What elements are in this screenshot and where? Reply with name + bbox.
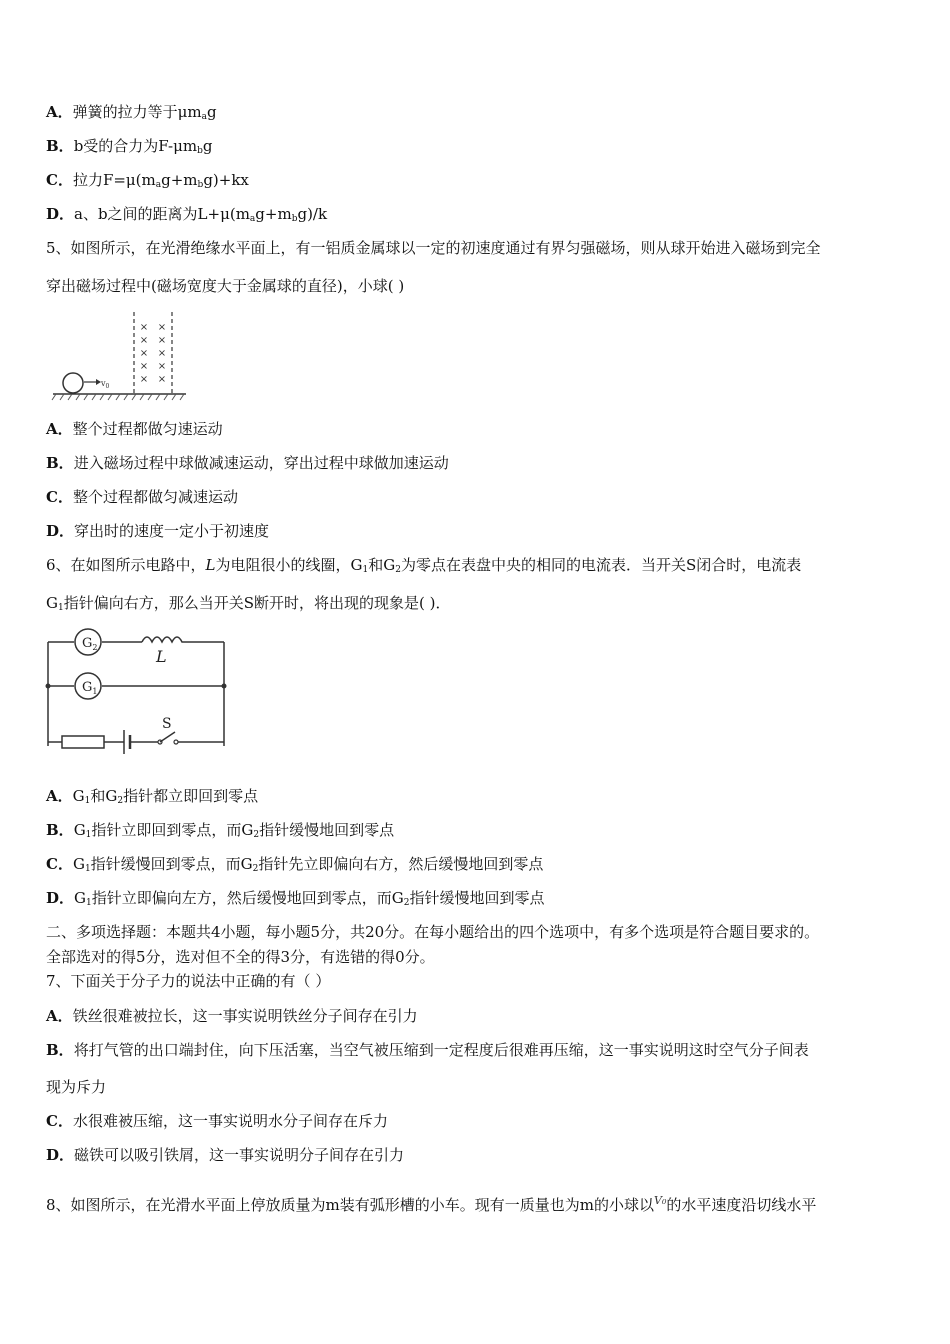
resistor — [62, 736, 104, 748]
svg-text:×: × — [139, 374, 149, 385]
q6-option-a: A．$G_1$和$G_2$指针都立即回到零点 — [46, 787, 259, 806]
field-crosses — [140, 322, 166, 385]
svg-text:×: × — [157, 348, 167, 359]
q5-stem-line2: 穿出磁场过程中(磁场宽度大于金属球的直径)，小球( ) — [46, 277, 405, 295]
junction-left — [46, 684, 51, 689]
q6-option-b: B．$G_1$指针立即回到零点，而$G_2$指针缓慢地回到零点 — [46, 821, 395, 840]
q4-option-d: D．a、b之间的距离为$L+\mu(m_ag+m_bg)/k$ — [46, 205, 328, 224]
q7-stem: 7、下面关于分子力的说法中正确的有（ ） — [46, 972, 331, 990]
svg-text:×: × — [157, 374, 167, 385]
section2-heading-line2: 全部选对的得5分，选对但不全的得3分，有选错的得0分。 — [46, 948, 435, 966]
q5-option-d: D．穿出时的速度一定小于初速度 — [46, 522, 270, 540]
q4-option-c: C．拉力$F=\mu(m_ag+m_bg)+kx$ — [46, 171, 249, 190]
metal-ball — [63, 373, 83, 393]
svg-text:×: × — [139, 322, 149, 333]
inductor-label: L — [156, 647, 167, 666]
q5-option-a: A．整个过程都做匀速运动 — [46, 420, 223, 438]
q6-option-c: C．$G_1$指针缓慢回到零点，而$G_2$指针先立即偏向右方，然后缓慢地回到零点 — [46, 855, 544, 874]
svg-text:×: × — [157, 322, 167, 333]
q7-option-b-continued: 现为斥力 — [46, 1078, 107, 1096]
junction-right — [222, 684, 227, 689]
velocity-label: $v_0$ — [101, 379, 110, 390]
q7-option-a: A．铁丝很难被拉长，这一事实说明铁丝分子间存在引力 — [46, 1007, 418, 1025]
q5-stem-line1: 5、如图所示，在光滑绝缘水平面上，有一铝质金属球以一定的初速度通过有界匀强磁场，则从球开始进入磁场到完全 — [46, 239, 821, 257]
g2-label: $G_2$ — [82, 636, 98, 652]
v0-symbol: V₀ — [654, 1194, 667, 1207]
q5-option-c: C．整个过程都做匀减速运动 — [46, 488, 238, 506]
section2-heading-line1: 二、多项选择题：本题共4小题，每小题5分，共20分。在每小题给出的四个选项中，有多个选项是符合题目要求的。 — [46, 923, 820, 941]
svg-text:×: × — [157, 361, 167, 372]
q5-option-b: B．进入磁场过程中球做减速运动，穿出过程中球做加速运动 — [46, 454, 449, 472]
svg-text:×: × — [139, 348, 149, 359]
g1-label: $G_1$ — [82, 680, 98, 696]
q7-option-c: C．水很难被压缩，这一事实说明水分子间存在斥力 — [46, 1112, 388, 1130]
switch-label: S — [162, 716, 172, 732]
svg-text:×: × — [139, 335, 149, 346]
q7-option-b: B．将打气管的出口端封住，向下压活塞，当空气被压缩到一定程度后很难再压缩，这一事实说明这时空气分子间表 — [46, 1041, 809, 1059]
q5-magnetic-field-figure — [50, 308, 190, 404]
q6-stem-line2: $G_1$指针偏向右方，那么当开关S断开时，将出现的现象是( )． — [46, 594, 451, 613]
q4-option-b: B．b受的合力为$F-\mu m_bg$ — [46, 137, 213, 156]
q6-stem-line1: 6、在如图所示电路中，L为电阻很小的线圈，$G_1$和$G_2$为零点在表盘中央的相同的电流表．当开关S闭合时，电流表 — [46, 556, 802, 575]
ground-hatching — [52, 394, 184, 400]
inductor-coil — [142, 637, 184, 642]
q6-option-d: D．$G_1$指针立即偏向左方，然后缓慢地回到零点，而$G_2$指针缓慢地回到零点 — [46, 889, 545, 908]
q6-circuit-figure — [42, 624, 234, 758]
switch-lever — [160, 732, 175, 742]
q7-option-d: D．磁铁可以吸引铁屑，这一事实说明分子间存在引力 — [46, 1146, 405, 1164]
svg-text:×: × — [139, 361, 149, 372]
q8-stem: 8、如图所示，在光滑水平面上停放质量为m装有弧形槽的小车。现有一质量也为m的小球以$^{V_0}$的水平速度沿切线水平 — [46, 1194, 817, 1214]
svg-text:×: × — [157, 335, 167, 346]
q4-option-a: A．弹簧的拉力等于$\mu m_ag$ — [46, 103, 217, 122]
